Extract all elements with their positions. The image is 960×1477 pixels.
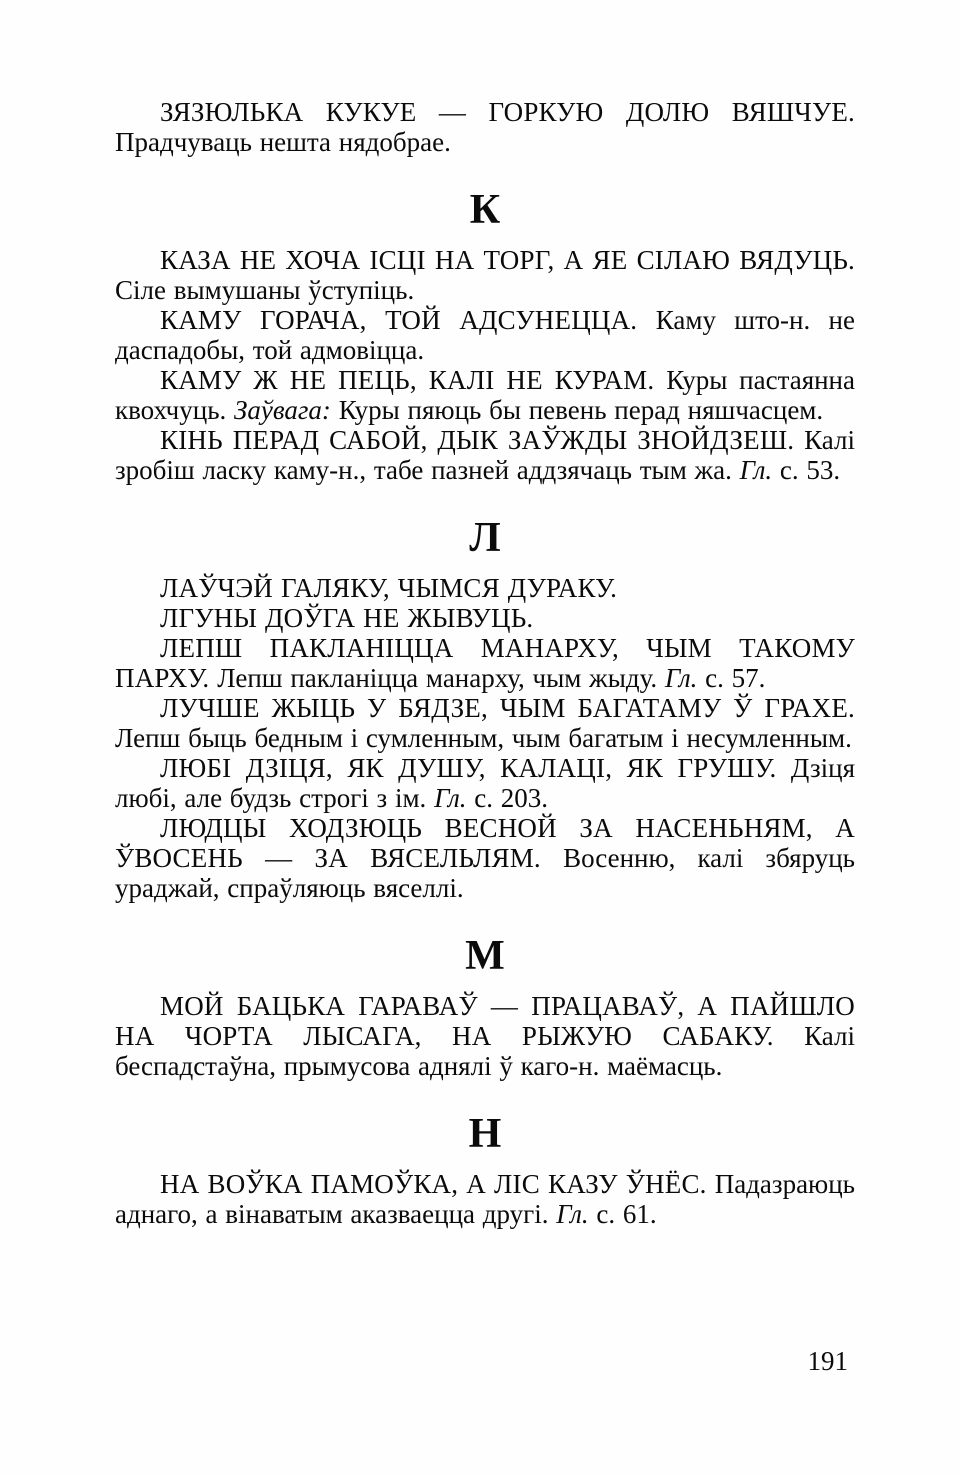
proverb-headword: ЛАЎЧЭЙ ГАЛЯКУ, ЧЫМСЯ ДУРАКУ. xyxy=(160,573,618,603)
proverb-headword: ЛГУНЫ ДОЎГА НЕ ЖЫВУЦЬ. xyxy=(160,603,534,633)
proverb-explanation: Падазраюць аднаго, а вінаватым аказваецца другі. xyxy=(115,1169,855,1229)
see-reference-page: с. 57. xyxy=(697,663,766,693)
proverb-explanation: Калі зробіш ласку каму-н., табе пазней аддзячаць тым жа. xyxy=(115,425,855,485)
proverb-explanation: Лепш пакланіцца манарху, чым жыду. xyxy=(217,663,665,693)
proverb-entry xyxy=(115,97,855,157)
section-letter-m: М xyxy=(465,933,505,979)
proverb-entry xyxy=(115,753,855,813)
proverb-entry xyxy=(115,991,855,1081)
proverb-explanation: Лепш быць бедным і сумленным, чым багатым і несумленным. xyxy=(115,723,852,753)
proverb-explanation: Прадчуваць нешта нядобрае. xyxy=(115,127,451,157)
proverb-entry xyxy=(115,813,855,903)
proverb-headword: МОЙ БАЦЬКА ГАРАВАЎ — ПРАЦАВАЎ, А ПАЙШЛО НА ЧОРТА ЛЫСАГА, НА РЫЖУЮ САБАКУ. xyxy=(115,991,855,1051)
see-reference-page: с. 61. xyxy=(588,1199,657,1229)
proverb-entry xyxy=(115,603,855,633)
proverb-explanation-cont: Куры пяюць бы певень перад няшчасцем. xyxy=(330,395,824,425)
proverb-headword: ЛУЧШЕ ЖЫЦЬ У БЯДЗЕ, ЧЫМ БАГАТАМУ Ў ГРАХЕ. xyxy=(160,693,855,723)
proverb-headword: КІНЬ ПЕРАД САБОЙ, ДЫК ЗАЎЖДЫ ЗНОЙДЗЕШ. xyxy=(160,425,805,455)
proverb-explanation: Куры пастаянна квохчуць. xyxy=(115,365,855,425)
proverb-headword: КАМУ ГОРАЧА, ТОЙ АДСУНЕЦЦА. xyxy=(160,305,656,335)
proverb-entry xyxy=(115,1169,855,1229)
page-number: 191 xyxy=(807,1346,848,1376)
proverb-headword: НА ВОЎКА ПАМОЎКА, А ЛІС КАЗУ ЎНЁС. xyxy=(160,1169,715,1199)
proverb-entry xyxy=(115,693,855,753)
see-reference-marker: Гл. xyxy=(556,1199,589,1229)
section-letter-l: Л xyxy=(469,515,501,561)
proverb-explanation: Каму што-н. не даспадобы, той адмовіцца. xyxy=(115,305,855,365)
see-reference-marker: Гл. xyxy=(664,663,698,693)
proverb-headword: ЛЮБІ ДЗІЦЯ, ЯК ДУШУ, КАЛАЦІ, ЯК ГРУШУ. xyxy=(160,753,791,783)
proverb-entry xyxy=(115,425,855,485)
proverb-headword: КАМУ Ж НЕ ПЕЦЬ, КАЛІ НЕ КУРАМ. xyxy=(160,365,667,395)
proverb-headword: ЗЯЗЮЛЬКА КУКУЕ — ГОРКУЮ ДОЛЮ ВЯШЧУЕ. xyxy=(160,97,855,127)
proverb-headword: ЛЮДЦЫ ХОДЗЮЦЬ ВЕСНОЙ ЗА НАСЕНЬНЯМ, А ЎВОСЕНЬ — ЗА ВЯСЕЛЬЛЯМ. xyxy=(115,813,855,873)
proverb-explanation: Восенню, калі збяруць ураджай, спраўляюць вяселлі. xyxy=(115,843,855,903)
note-marker-italic: Заўвага: xyxy=(234,395,331,425)
proverb-headword: ЛЕПШ ПАКЛАНІЦЦА МАНАРХУ, ЧЫМ ТАКОМУ ПАРХУ. xyxy=(115,633,855,693)
see-reference-marker: Гл. xyxy=(739,455,773,485)
proverb-entry xyxy=(115,365,855,425)
proverb-explanation: Дзіця любі, але будзь строгі з ім. xyxy=(115,753,855,813)
proverb-entry xyxy=(115,633,855,693)
proverb-headword: КАЗА НЕ ХОЧА ІСЦІ НА ТОРГ, А ЯЕ СІЛАЮ ВЯДУЦЬ. xyxy=(160,245,855,275)
proverb-entry xyxy=(115,573,855,603)
see-reference-page: с. 203. xyxy=(466,783,548,813)
section-letter-k: К xyxy=(469,187,501,233)
section-letter-n: Н xyxy=(468,1111,502,1157)
see-reference-marker: Гл. xyxy=(434,783,467,813)
proverb-explanation: Калі беспадстаўна, прымусова аднялі ў каго-н. маёмасць. xyxy=(115,1021,855,1081)
proverb-entry xyxy=(115,305,855,365)
see-reference-page: с. 53. xyxy=(772,455,841,485)
proverb-explanation: Сіле вымушаны ўступіць. xyxy=(115,275,415,305)
proverb-entry xyxy=(115,245,855,305)
